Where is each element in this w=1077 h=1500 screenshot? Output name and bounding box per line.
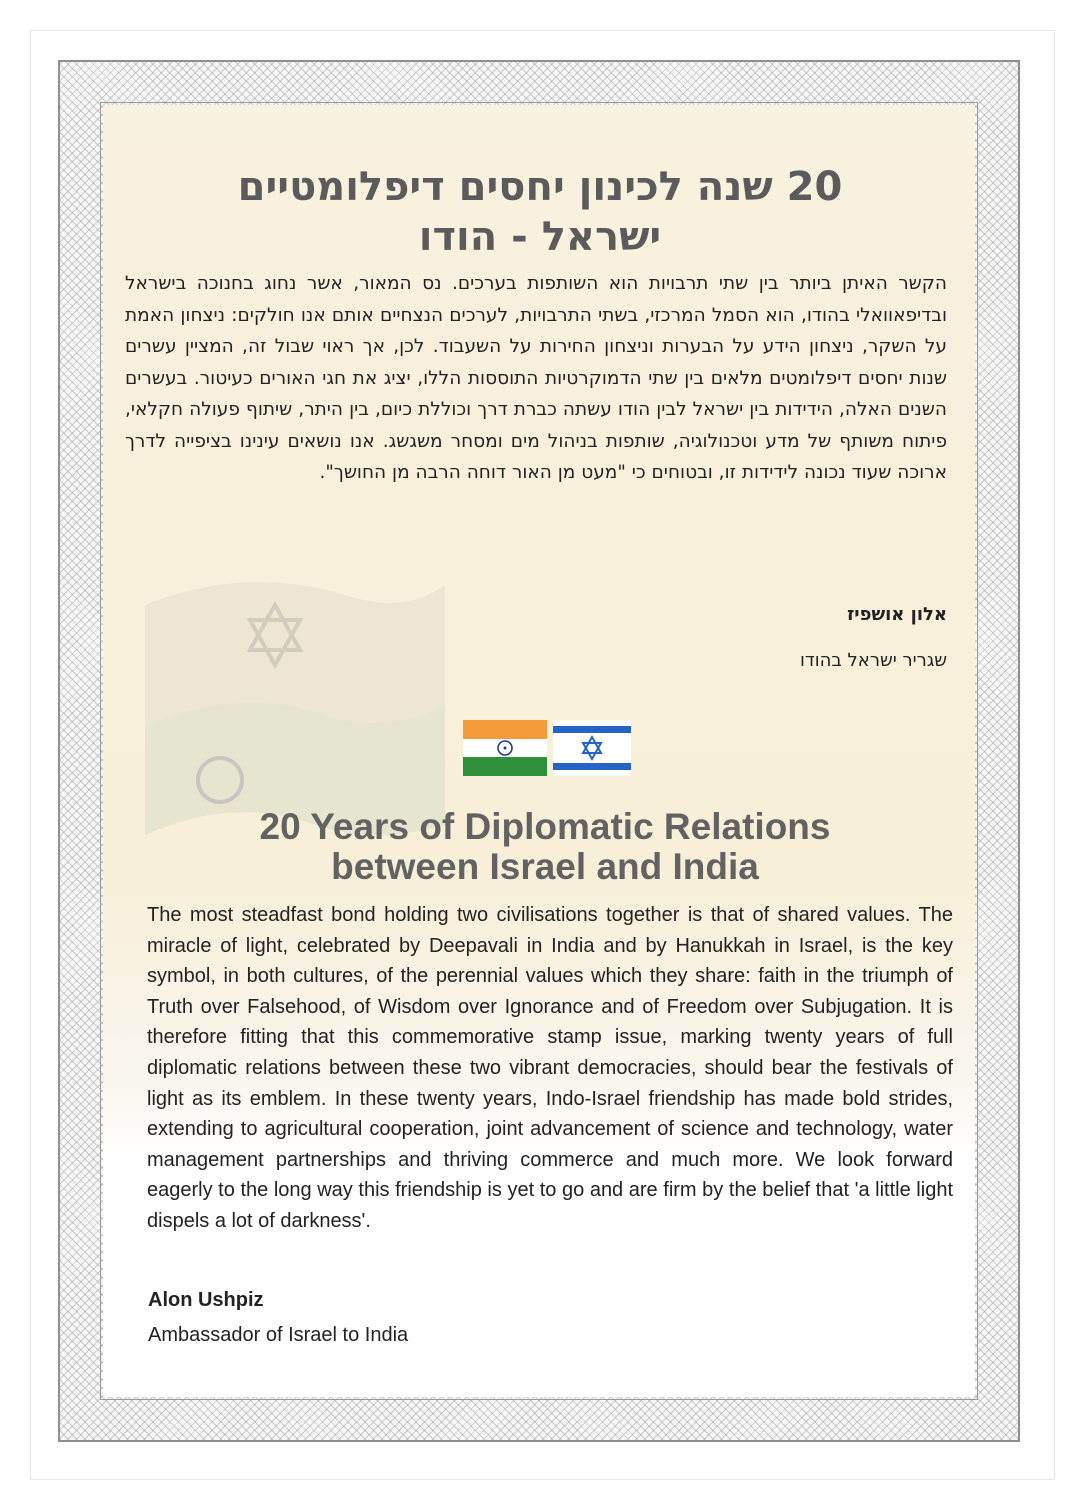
english-title-line-2: between Israel and India <box>331 846 759 887</box>
flags-emblem <box>463 720 631 776</box>
hebrew-signature-role: שגריר ישראל בהודו <box>800 650 947 671</box>
hebrew-title-line-2: ישראל - הודו <box>418 214 662 260</box>
english-signature-name: Alon Ushpiz <box>148 1289 264 1311</box>
hebrew-title-line-1: 20 שנה לכינון יחסים דיפלומטיים <box>237 164 843 210</box>
hebrew-signature-name: אלון אושפיז <box>847 604 947 625</box>
israel-flag-icon <box>553 720 631 776</box>
english-body-text: The most steadfast bond holding two civilisations together is that of shared values. The miracle of light, celebrated by Deepavali in India and by Hanukkah in Israel, is the key symbol, in both cultures, of the perennial values which they share: faith in the triumph of Truth over Falsehood, of Wisdom over Ignorance and of Freedom over Subjugation. It is therefore fitting that this commemorative stamp issue, marking twenty years of full diplomatic relations between these two vibrant democracies, should bear the festivals of light as its emblem. In these twenty years, Indo-Israel friendship has made bold strides, extending to agricultural cooperation, joint advancement of science and technology, water management partnerships and thriving commerce and much more. We look forward eagerly to the long way this friendship is yet to go and are firm by the belief that 'a little light dispels a lot of darkness'. <box>147 904 953 1232</box>
hebrew-body-text: הקשר האיתן ביותר בין שתי תרבויות הוא השותפות בערכים. נס המאור, אשר נחוג בחנוכה בישראל ובדיפאוואלי בהודו, הוא הסמל המרכזי, בשתי התרבויות, לערכים הנצחיים אותם אנו חולקים: ניצחון האמת על השקר, ניצחון הידע על הבערות וניצחון החירות על השעבוד. לכן, אך ראוי שבול זה, המציין עשרים שנות יחסים דיפלומטים מלאים בין שתי הדמוקרטיות התוססות הללו, יציג את חגי האורים כעיטור. בעשרים השנים האלה, הידידות בין ישראל לבין הודו עשתה כברת דרך וכוללת כיום, בין היתר, שיתוף פעולה חקלאי, פיתוח משותף של מדע וטכנולוגיה, שותפות בניהול מים ומסחר משגשג. אנו נושאים עינינו בציפייה לדרך ארוכה שעוד נכונה לידידות זו, ובטוחים כי "מעט מן האור דוחה הרבה מן החושך". <box>125 273 947 483</box>
english-title-line-1: 20 Years of Diplomatic Relations <box>259 806 831 847</box>
english-signature-role: Ambassador of Israel to India <box>148 1324 409 1346</box>
india-flag-icon <box>463 720 547 776</box>
background-flags-watermark <box>125 545 455 845</box>
